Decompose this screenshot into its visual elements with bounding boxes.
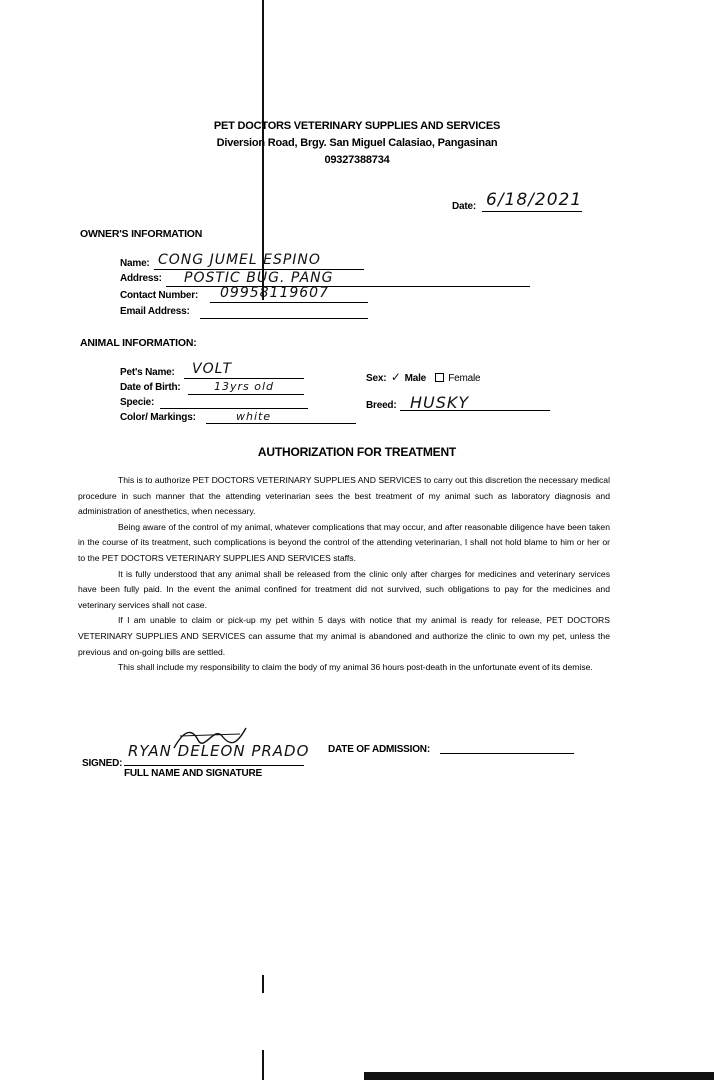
fold-line-bottom [262, 975, 264, 993]
authorization-p3: It is fully understood that any animal shall be released from the clinic only after charges for medicines and veterinary services have been fully paid. In the event the animal confined for treatment did not survived, such obligations to pay for the medicines and veterinary services shall not case. [78, 568, 610, 610]
color-value: white [236, 410, 272, 423]
sex-female-label: Female [448, 373, 481, 384]
dob-line [188, 394, 304, 395]
clinic-address: Diversion Road, Brgy. San Miguel Calasiao, Pangasinan [216, 137, 498, 149]
authorization-p5: This shall include my responsibility to claim the body of my animal 36 hours post-death in the unfortunate event of its demise. [118, 662, 593, 673]
authorization-p2: Being aware of the control of my animal, whatever complications that may occur, and after reasonable diligence have been taken in the course of its treatment, such complications is beyond the control of the attending veterinarian, I shall not hold blame to him or her or to the PET DOCTORS VETERINARY SUPPLIES AND SERVICES staffs. [78, 521, 610, 563]
dob-label: Date of Birth: [120, 382, 181, 393]
breed-label: Breed: [366, 400, 397, 411]
owner-name-label: Name: [120, 258, 150, 269]
fold-line-edge [262, 1050, 264, 1080]
pet-name-label: Pet's Name: [120, 367, 175, 378]
authorization-p4: If I am unable to claim or pick-up my pet within 5 days with notice that my animal is ready for release, PET DOCTORS VETERINARY SUPPLIES AND SERVICES can assume that my animal is abandoned and authorize the clinic to own my pet, unless the previous and on-going bills are settled. [78, 615, 610, 657]
signed-name-value: RYAN DELEON PRADO [128, 742, 310, 760]
owner-name-value: CONG JUMEL ESPINO [158, 252, 321, 268]
animal-section-title: ANIMAL INFORMATION: [80, 337, 197, 349]
sex-row [366, 370, 480, 384]
sex-check-mark: ✓ [390, 370, 402, 384]
owner-contact-value: 09958119607 [220, 285, 329, 301]
color-label: Color/ Markings: [120, 412, 196, 423]
signed-line [124, 765, 304, 766]
date-value: 6/18/2021 [486, 190, 583, 210]
clinic-name: PET DOCTORS VETERINARY SUPPLIES AND SERVICES [213, 120, 501, 132]
owner-address-value: POSTIC BUG. PANG [184, 270, 334, 286]
sex-male-label: Male [404, 373, 427, 384]
owner-email-line [200, 318, 368, 319]
breed-value: HUSKY [410, 393, 470, 412]
specie-label: Specie: [120, 397, 155, 408]
owner-section-title: OWNER'S INFORMATION [80, 228, 203, 240]
sex-female-checkbox [435, 373, 444, 382]
signed-label: SIGNED: [82, 758, 123, 769]
date-line [482, 211, 582, 212]
authorization-title: AUTHORIZATION FOR TREATMENT [257, 445, 457, 459]
signature-sub-label: FULL NAME AND SIGNATURE [124, 768, 262, 779]
authorization-body [78, 473, 610, 676]
scan-edge-bar [364, 1072, 714, 1080]
admission-label: DATE OF ADMISSION: [328, 744, 430, 755]
dob-value: 13yrs old [214, 380, 275, 393]
owner-email-label: Email Address: [120, 306, 190, 317]
authorization-p1: This is to authorize PET DOCTORS VETERINARY SUPPLIES AND SERVICES to carry out this discretion the necessary medical procedure in such manner that the attending veterinarian sees the best treatment of my animal such as laboratory diagnosis and administration of anesthetics, when necessary. [78, 475, 610, 517]
owner-contact-line [210, 302, 368, 303]
pet-name-value: VOLT [192, 361, 232, 377]
pet-name-line [184, 378, 304, 379]
clinic-phone: 09327388734 [324, 154, 390, 166]
owner-contact-label: Contact Number: [120, 290, 199, 301]
specie-line [160, 408, 308, 409]
signature-scribble [170, 722, 250, 754]
owner-address-label: Address: [120, 273, 162, 284]
admission-line [440, 753, 574, 754]
sex-label: Sex: [366, 373, 387, 384]
color-line [206, 423, 356, 424]
date-label: Date: [452, 201, 477, 212]
